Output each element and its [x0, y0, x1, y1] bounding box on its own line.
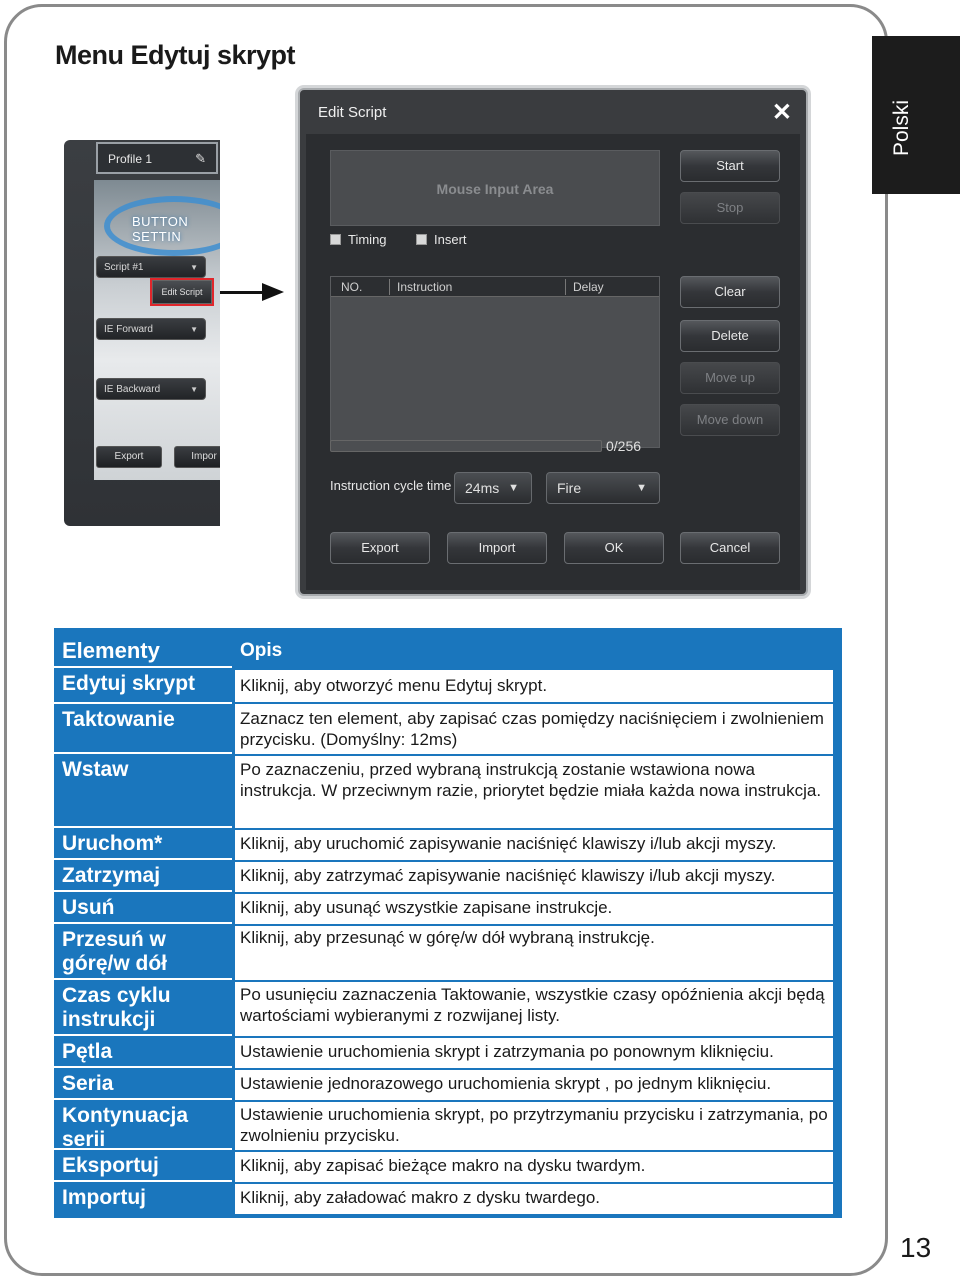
table-row-desc: Kliknij, aby przesunąć w górę/w dół wybraną instrukcję. — [235, 926, 833, 980]
script-select-value: Script #1 — [104, 262, 144, 273]
delete-button[interactable]: Delete — [680, 320, 780, 352]
table-row-item: Usuń — [54, 896, 232, 924]
table-row-item: Importuj — [62, 1186, 146, 1209]
table-row-item: Kontynuacja serii — [54, 1104, 232, 1150]
col-separator — [565, 279, 566, 295]
chevron-down-icon: ▼ — [636, 482, 647, 494]
edit-script-highlight — [150, 278, 214, 306]
table-row-desc: Ustawienie uruchomienia skrypt i zatrzymania po ponownym kliknięciu. — [235, 1038, 833, 1068]
profile-name-box[interactable] — [96, 142, 218, 174]
insert-label: Insert — [434, 232, 467, 247]
arrow-right-icon — [262, 283, 284, 301]
page-number: 13 — [900, 1232, 932, 1263]
export-button[interactable]: Export — [330, 532, 430, 564]
ok-button[interactable]: OK — [564, 532, 664, 564]
close-icon[interactable]: ✕ — [771, 99, 792, 126]
col-instruction: Instruction — [397, 280, 453, 294]
table-row-desc: Ustawienie jednorazowego uruchomienia skrypt , po jednym kliknięciu. — [235, 1070, 833, 1100]
instruction-progress-bar — [330, 440, 602, 452]
table-row-item: Wstaw — [54, 758, 232, 828]
cycle-time-value: 24ms — [465, 480, 500, 496]
page-title: Menu Edytuj skrypt — [55, 40, 296, 70]
chevron-down-icon: ▼ — [508, 482, 519, 494]
move-up-button[interactable]: Move up — [680, 362, 780, 394]
clear-button[interactable]: Clear — [680, 276, 780, 308]
mouse-input-area[interactable]: Mouse Input Area — [330, 150, 660, 226]
ie-forward-value: IE Forward — [104, 324, 153, 335]
col-no: NO. — [341, 280, 363, 294]
table-row-item: Edytuj skrypt — [54, 672, 232, 704]
instruction-count: 0/256 — [606, 438, 642, 454]
col-delay: Delay — [573, 280, 604, 294]
profile-panel — [64, 140, 220, 526]
start-button[interactable]: Start — [680, 150, 780, 182]
instruction-table-header — [331, 277, 659, 297]
table-row-item: Przesuń w górę/w dół — [54, 928, 232, 980]
language-tab-label: Polski — [890, 99, 913, 156]
table-row-desc: Po zaznaczeniu, przed wybraną instrukcją zostanie wstawiona nowa instrukcja. W przeciwnym razie, priorytet będzie miała każda nowa instrukcja. — [235, 756, 833, 828]
cancel-button[interactable]: Cancel — [680, 532, 780, 564]
table-row-item: Zatrzymaj — [54, 864, 232, 892]
ie-backward-select[interactable] — [96, 378, 206, 400]
insert-checkbox[interactable] — [416, 232, 467, 247]
col-separator — [389, 279, 390, 295]
table-row-desc: Ustawienie uruchomienia skrypt, po przytrzymaniu przycisku i zatrzymania, po zwolnieniu przycisku. — [235, 1102, 833, 1150]
cycle-time-label: Instruction cycle time — [330, 478, 452, 493]
table-row-desc: Kliknij, aby załadować makro z dysku twardego. — [235, 1184, 833, 1214]
table-row-desc: Kliknij, aby zatrzymać zapisywanie naciśnięć klawiszy i/lub akcji myszy. — [235, 862, 833, 892]
chevron-down-icon: ▼ — [190, 263, 198, 272]
profile-name: Profile 1 — [108, 152, 153, 166]
mode-value: Fire — [557, 480, 582, 496]
table-row-item: Taktowanie — [54, 708, 232, 754]
ie-forward-select[interactable] — [96, 318, 206, 340]
checkbox-box[interactable] — [330, 234, 341, 245]
table-header-description: Opis — [240, 640, 283, 661]
mode-select[interactable] — [546, 472, 660, 504]
button-settings-label: BUTTON SETTIN — [132, 214, 189, 244]
language-tab — [872, 36, 960, 194]
table-row-desc: Kliknij, aby uruchomić zapisywanie naciśnięć klawiszy i/lub akcji myszy. — [235, 830, 833, 860]
table-row-item: Pętla — [54, 1040, 232, 1068]
timing-checkbox[interactable] — [330, 232, 387, 247]
panel-export-button[interactable]: Export — [96, 446, 162, 468]
chevron-down-icon: ▼ — [190, 325, 198, 334]
pencil-icon[interactable]: ✎ — [195, 151, 206, 166]
panel-import-button[interactable]: Impor — [174, 446, 220, 468]
instruction-table[interactable] — [330, 276, 660, 448]
cycle-time-select[interactable] — [454, 472, 532, 504]
import-button[interactable]: Import — [447, 532, 547, 564]
edit-script-dialog — [298, 88, 808, 596]
table-header-items: Elementy — [54, 638, 232, 668]
move-down-button[interactable]: Move down — [680, 404, 780, 436]
ie-backward-value: IE Backward — [104, 384, 161, 395]
dialog-title: Edit Script — [318, 104, 387, 121]
table-row-item: Eksportuj — [54, 1154, 232, 1182]
timing-label: Timing — [348, 232, 387, 247]
table-row-desc: Po usunięciu zaznaczenia Taktowanie, wszystkie czasy opóźnienia akcji będą wartościami wybieranymi z rozwijanej listy. — [235, 982, 833, 1036]
table-row-desc: Kliknij, aby usunąć wszystkie zapisane instrukcje. — [235, 894, 833, 924]
table-row-item: Czas cyklu instrukcji — [54, 984, 232, 1036]
arrow-line — [220, 291, 264, 294]
table-row-desc: Kliknij, aby otworzyć menu Edytuj skrypt. — [235, 670, 833, 702]
edit-script-button[interactable]: Edit Script — [152, 280, 212, 304]
stop-button[interactable]: Stop — [680, 192, 780, 224]
script-select[interactable] — [96, 256, 206, 278]
table-row-desc: Zaznacz ten element, aby zapisać czas pomiędzy naciśnięciem i zwolnieniem przycisku. (Domyślny: 12ms) — [235, 704, 833, 754]
checkbox-box[interactable] — [416, 234, 427, 245]
table-row-item: Seria — [54, 1072, 232, 1100]
table-row-desc: Kliknij, aby zapisać bieżące makro na dysku twardym. — [235, 1152, 833, 1182]
description-table — [54, 628, 842, 1218]
table-row-item: Uruchom* — [54, 832, 232, 860]
chevron-down-icon: ▼ — [190, 385, 198, 394]
